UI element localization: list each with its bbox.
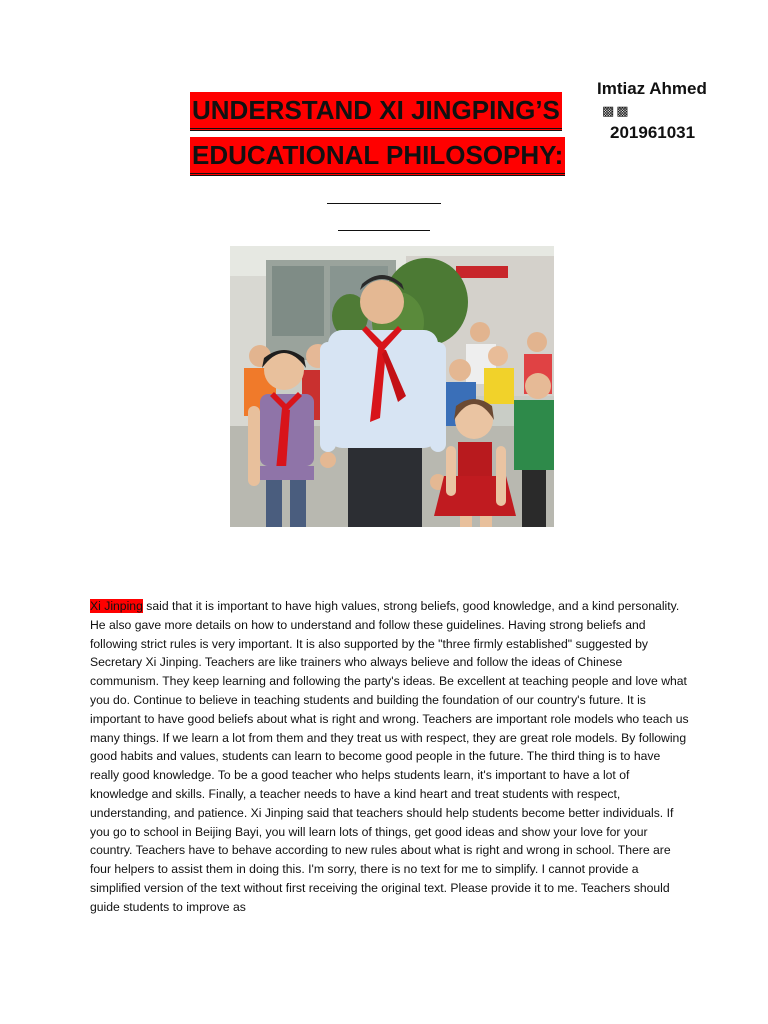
- author-block: [597, 78, 707, 144]
- blank-rule-1: [327, 203, 441, 204]
- title-line-1: UNDERSTAND XI JINGPING’S: [190, 92, 562, 131]
- body-paragraph-text: said that it is important to have high values, strong beliefs, good knowledge, and a kind personality. He also gave more details on how to understand and follow these guidelines. Having strong beliefs and following strict rules is very important. It is also supported by the "three firmly established" suggested by Secretary Xi Jinping. Teachers are like trainers who always believe and follow the ideas of Chinese communism. They keep learning and following the party's ideas. Be excellent at teaching people and love what you do. Continue to believe in teaching students and building the foundation of our country's future. It is important to have good beliefs about what is right and wrong. Teachers are important role models who teach us many things. If we learn a lot from them and they treat us with respect, they are great role models. By following good habits and values, students can learn to become good people in the future. The third thing is to have really good knowledge. To be a good teacher who helps students learn, it's important to have a lot of knowledge and skills. Finally, a teacher needs to have a kind heart and treat students with respect, understanding, and patience. Xi Jinping said that teachers should help students become better individuals. If you go to school in Beijing Bayi, you will learn lots of things, get good ideas and show your love for your country. Teachers have to behave according to new rules about what is right and wrong in school. There are four helpers to assist them in doing this. I'm sorry, there is no text for me to simplify. I cannot provide a simplified version of the text without first receiving the original text. Please provide it to me. Teachers should guide students to improve as: [90, 599, 689, 914]
- title-block: [190, 92, 580, 182]
- classroom-photo-illustration: [230, 246, 554, 527]
- title-line-2: EDUCATIONAL PHILOSOPHY:: [190, 137, 565, 176]
- body-paragraph: [90, 597, 690, 917]
- author-id: 201961031: [610, 123, 696, 142]
- figure-photo: [230, 246, 554, 527]
- author-name: Imtiaz Ahmed: [597, 79, 707, 98]
- highlighted-name: Xi Jinping: [90, 599, 143, 613]
- author-glyphs: ▩▩: [602, 103, 631, 118]
- blank-rule-2: [338, 230, 430, 231]
